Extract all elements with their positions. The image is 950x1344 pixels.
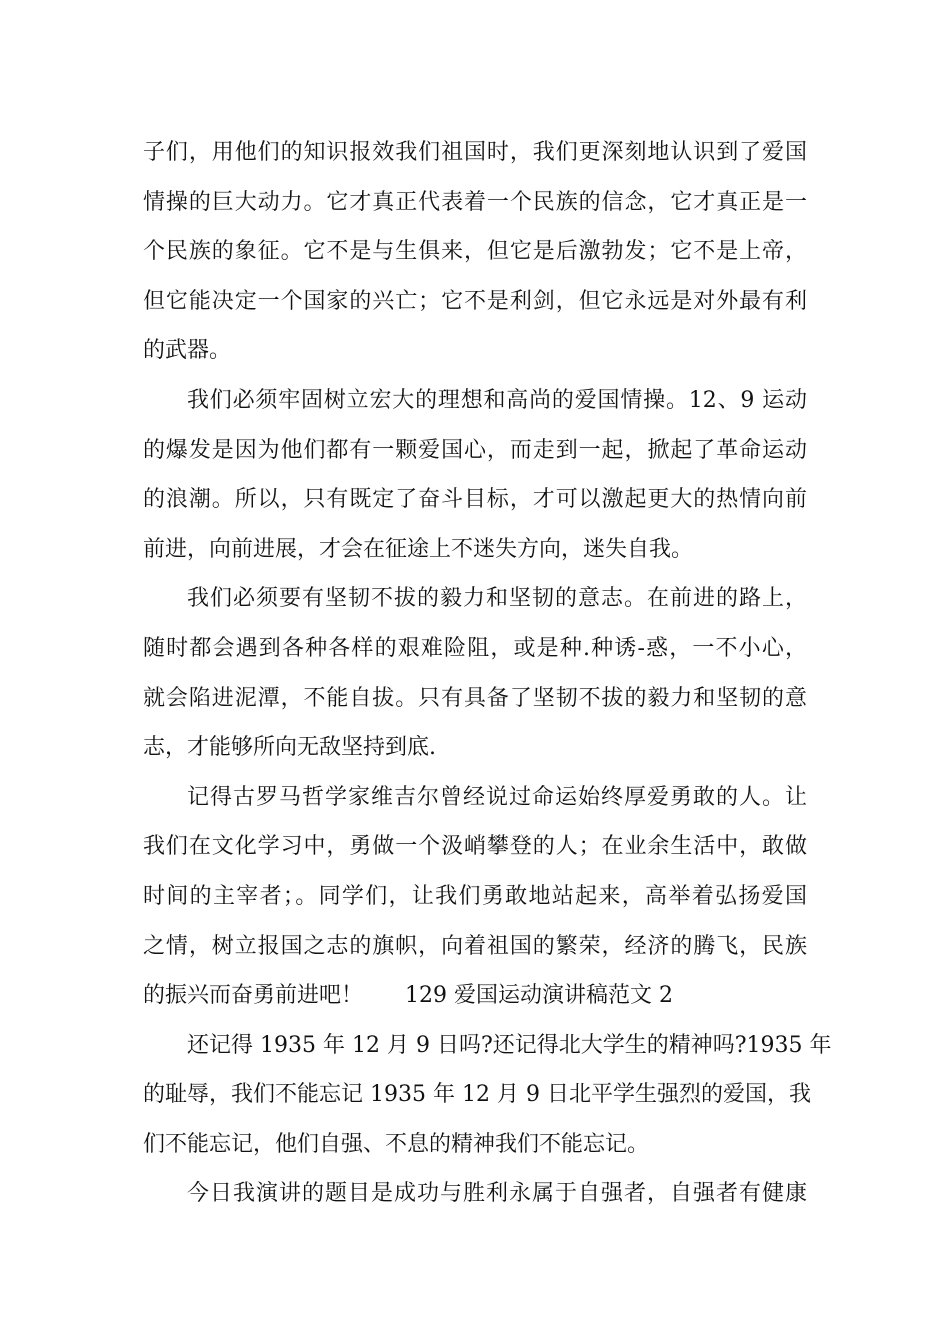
- paragraph-start-line: 还记得 1935 年 12 月 9 日吗?还记得北大学生的精神吗?1935 年: [187, 1032, 832, 1058]
- text-line: 的浪潮。所以，只有既定了奋斗目标，才可以激起更大的热情向前: [143, 487, 807, 513]
- text-line: 时间的主宰者；。同学们，让我们勇敢地站起来，高举着弘扬爱国: [143, 883, 807, 909]
- text-line: 志，才能够所向无敌坚持到底.: [143, 735, 436, 761]
- text-line-with-heading: 的振兴而奋勇前进吧！ 129 爱国运动演讲稿范文 2: [143, 983, 673, 1009]
- text-line: 前进，向前进展，才会在征途上不迷失方向，迷失自我。: [143, 536, 694, 562]
- text-line: 我们在文化学习中，勇做一个汲峭攀登的人；在业余生活中，敢做: [143, 834, 807, 860]
- paragraph-start-line: 我们必须要有坚韧不拔的毅力和坚韧的意志。在前进的路上，: [187, 586, 807, 612]
- text-line: 的武器。: [143, 338, 232, 364]
- paragraph-start-line: 我们必须牢固树立宏大的理想和高尚的爱国情操。12、9 运动: [187, 387, 807, 413]
- text-line: 随时都会遇到各种各样的艰难险阻，或是种.种诱-惑，一不小心，: [143, 635, 807, 661]
- paragraph-start-line: 今日我演讲的题目是成功与胜利永属于自强者，自强者有健康: [187, 1181, 807, 1207]
- paragraph-start-line: 记得古罗马哲学家维吉尔曾经说过命运始终厚爱勇敢的人。让: [187, 784, 807, 810]
- text-line: 就会陷进泥潭，不能自拔。只有具备了坚韧不拔的毅力和坚韧的意: [143, 685, 807, 711]
- text-line: 的耻辱，我们不能忘记 1935 年 12 月 9 日北平学生强烈的爱国，我: [143, 1082, 811, 1108]
- text-line: 情操的巨大动力。它才真正代表着一个民族的信念，它才真正是一: [143, 189, 807, 215]
- text-line: 子们，用他们的知识报效我们祖国时，我们更深刻地认识到了爱国: [143, 140, 807, 165]
- text-line: 但它能决定一个国家的兴亡；它不是利剑，但它永远是对外最有利: [143, 288, 807, 314]
- text-line: 的爆发是因为他们都有一颗爱国心，而走到一起，掀起了革命运动: [143, 437, 807, 463]
- body-text: [143, 128, 832, 1219]
- text-line: 之情，树立报国之志的旗帜，向着祖国的繁荣，经济的腾飞，民族: [143, 933, 807, 959]
- text-line: 个民族的象征。它不是与生俱来，但它是后激勃发；它不是上帝，: [143, 239, 807, 265]
- text-line: 们不能忘记，他们自强、不息的精神我们不能忘记。: [143, 1131, 650, 1157]
